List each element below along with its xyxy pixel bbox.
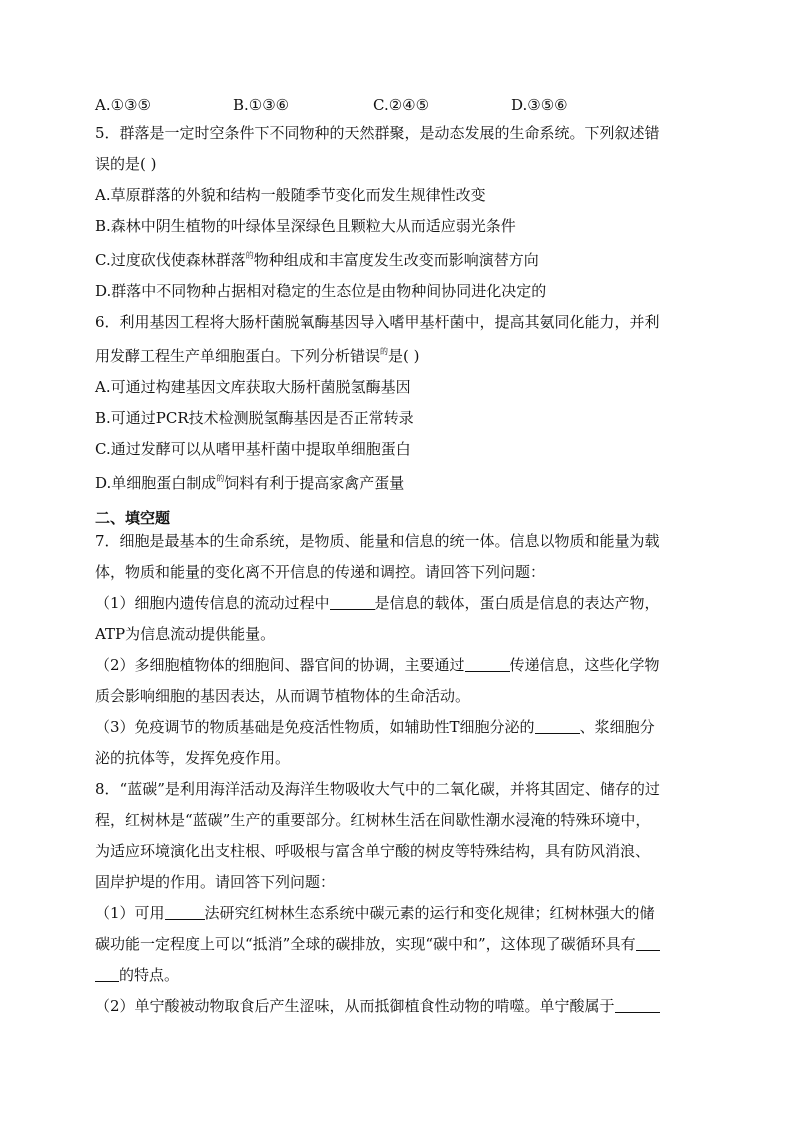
q7-part-3-line-2: 泌的抗体等，发挥免疫作用。 xyxy=(95,749,291,767)
q4-options xyxy=(95,93,700,117)
q6-stem-superscript: 的 xyxy=(380,347,389,356)
q4-option-d[interactable]: D.③⑤⑥ xyxy=(511,96,568,114)
q6-option-d-superscript: 的 xyxy=(216,474,225,483)
question-5 xyxy=(95,123,700,301)
q6-option-d-text-2: 饲料有利于提高家禽产蛋量 xyxy=(224,474,405,492)
q7-part-1-text-1: （1）细胞内遗传信息的流动过程中 xyxy=(95,594,330,612)
q7-stem-line-1: 7．细胞是最基本的生命系统，是物质、能量和信息的统一体。信息以物质和能量为载 xyxy=(95,532,660,550)
q6-option-d[interactable] xyxy=(95,473,700,493)
q7-part-2-text-2: 传递信息，这些化学物 xyxy=(509,656,660,674)
q5-stem-line-2: 误的是( ) xyxy=(95,155,157,173)
q8-part-1-line-2-text: 碳功能一定程度上可以“抵消”全球的碳排放，实现“碳中和”，这体现了碳循环具有 xyxy=(95,935,636,953)
q4-option-b[interactable]: B.①③⑥ xyxy=(233,96,290,114)
q6-stem-text-2: 是( ) xyxy=(388,347,420,365)
q7-part-2 xyxy=(95,655,700,675)
q4-option-c[interactable]: C.②④⑤ xyxy=(373,96,430,114)
q7-stem-line-2: 体，物质和能量的变化离不开信息的传递和调控。请回答下列问题： xyxy=(95,563,546,581)
q5-option-c-text-2: 物种组成和丰富度发生改变而影响演替方向 xyxy=(253,251,539,269)
q8-part-2-text-1: （2）单宁酸被动物取食后产生涩味，从而抵御植食性动物的啃噬。单宁酸属于 xyxy=(95,997,615,1015)
q8-blank-3[interactable] xyxy=(615,997,660,1013)
question-6 xyxy=(95,312,700,493)
q4-option-a[interactable]: A.①③⑤ xyxy=(95,96,151,114)
q5-option-b[interactable]: B.森林中阴生植物的叶绿体呈深绿色且颗粒大从而适应弱光条件 xyxy=(95,217,516,235)
q7-blank-2[interactable] xyxy=(465,656,510,672)
q7-part-1-text-2: 是信息的载体，蛋白质是信息的表达产物， xyxy=(374,594,660,612)
q5-stem-line-1: 5．群落是一定时空条件下不同物种的天然群聚，是动态发展的生命系统。下列叙述错 xyxy=(95,124,660,142)
q8-blank-2-end[interactable] xyxy=(95,966,119,982)
q8-stem-line-4: 固岸护堤的作用。请回答下列问题： xyxy=(95,873,336,891)
q7-part-2-text-1: （2）多细胞植物体的细胞间、器官间的协调，主要通过 xyxy=(95,656,465,674)
question-7 xyxy=(95,531,700,768)
q7-part-2-line-2: 质会影响细胞的基因表达，从而调节植物体的生命活动。 xyxy=(95,687,471,705)
q6-stem-line-1: 6．利用基因工程将大肠杆菌脱氧酶基因导入嗜甲基杆菌中，提高其氨同化能力，并利 xyxy=(95,313,660,331)
q8-blank-1[interactable] xyxy=(165,904,205,920)
q8-part-1-line-3-text: 的特点。 xyxy=(119,966,180,984)
q6-option-d-text-1: D.单细胞蛋白制成 xyxy=(95,474,217,492)
question-8 xyxy=(95,779,700,1016)
q8-part-1-line-2 xyxy=(95,934,700,954)
q8-stem-line-3: 为适应环境演化出支柱根、呼吸根与富含单宁酸的树皮等特殊结构，具有防风消浪、 xyxy=(95,842,651,860)
q8-part-1-text-1: （1）可用 xyxy=(95,904,165,922)
q7-part-3-text-1: （3）免疫调节的物质基础是免疫活性物质，如辅助性T细胞分泌的 xyxy=(95,718,535,736)
q7-blank-1[interactable] xyxy=(330,594,375,610)
q5-option-a[interactable]: A.草原群落的外貌和结构一般随季节变化而发生规律性改变 xyxy=(95,186,486,204)
q5-option-d[interactable]: D.群落中不同物种占据相对稳定的生态位是由物种间协同进化决定的 xyxy=(95,282,547,300)
q7-part-3-text-2: 、浆细胞分 xyxy=(579,718,655,736)
q5-option-c[interactable] xyxy=(95,250,700,270)
q8-stem-line-1: 8．“蓝碳”是利用海洋活动及海洋生物吸收大气中的二氧化碳，并将其固定、储存的过 xyxy=(95,780,660,798)
q7-part-1 xyxy=(95,593,700,613)
q6-stem-text-1: 用发酵工程生产单细胞蛋白。下列分析错误 xyxy=(95,347,381,365)
q5-option-c-text-1: C.过度砍伐使森林群落 xyxy=(95,251,246,269)
q8-part-2 xyxy=(95,996,700,1016)
q5-option-c-superscript: 的 xyxy=(245,251,254,260)
q6-stem-line-2 xyxy=(95,346,700,366)
q7-blank-3[interactable] xyxy=(535,718,580,734)
q6-option-c[interactable]: C.通过发酵可以从嗜甲基杆菌中提取单细胞蛋白 xyxy=(95,440,411,458)
q8-part-1-line-3 xyxy=(95,965,700,985)
exam-page xyxy=(95,93,700,1016)
q7-part-1-line-2: ATP为信息流动提供能量。 xyxy=(95,625,276,643)
q6-option-b[interactable]: B.可通过PCR技术检测脱氢酶基因是否正常转录 xyxy=(95,409,414,427)
section-title-fill-in: 二、填空题 xyxy=(95,509,171,527)
q8-stem-line-2: 程，红树林是“蓝碳”生产的重要部分。红树林生活在间歇性潮水浸淹的特殊环境中， xyxy=(95,811,651,829)
q8-blank-2-start[interactable] xyxy=(636,935,660,951)
q8-part-1-text-2: 法研究红树林生态系统中碳元素的运行和变化规律；红树林强大的储 xyxy=(204,904,655,922)
q7-part-3 xyxy=(95,717,700,737)
q8-part-1 xyxy=(95,903,700,923)
q6-option-a[interactable]: A.可通过构建基因文库获取大肠杆菌脱氢酶基因 xyxy=(95,378,411,396)
